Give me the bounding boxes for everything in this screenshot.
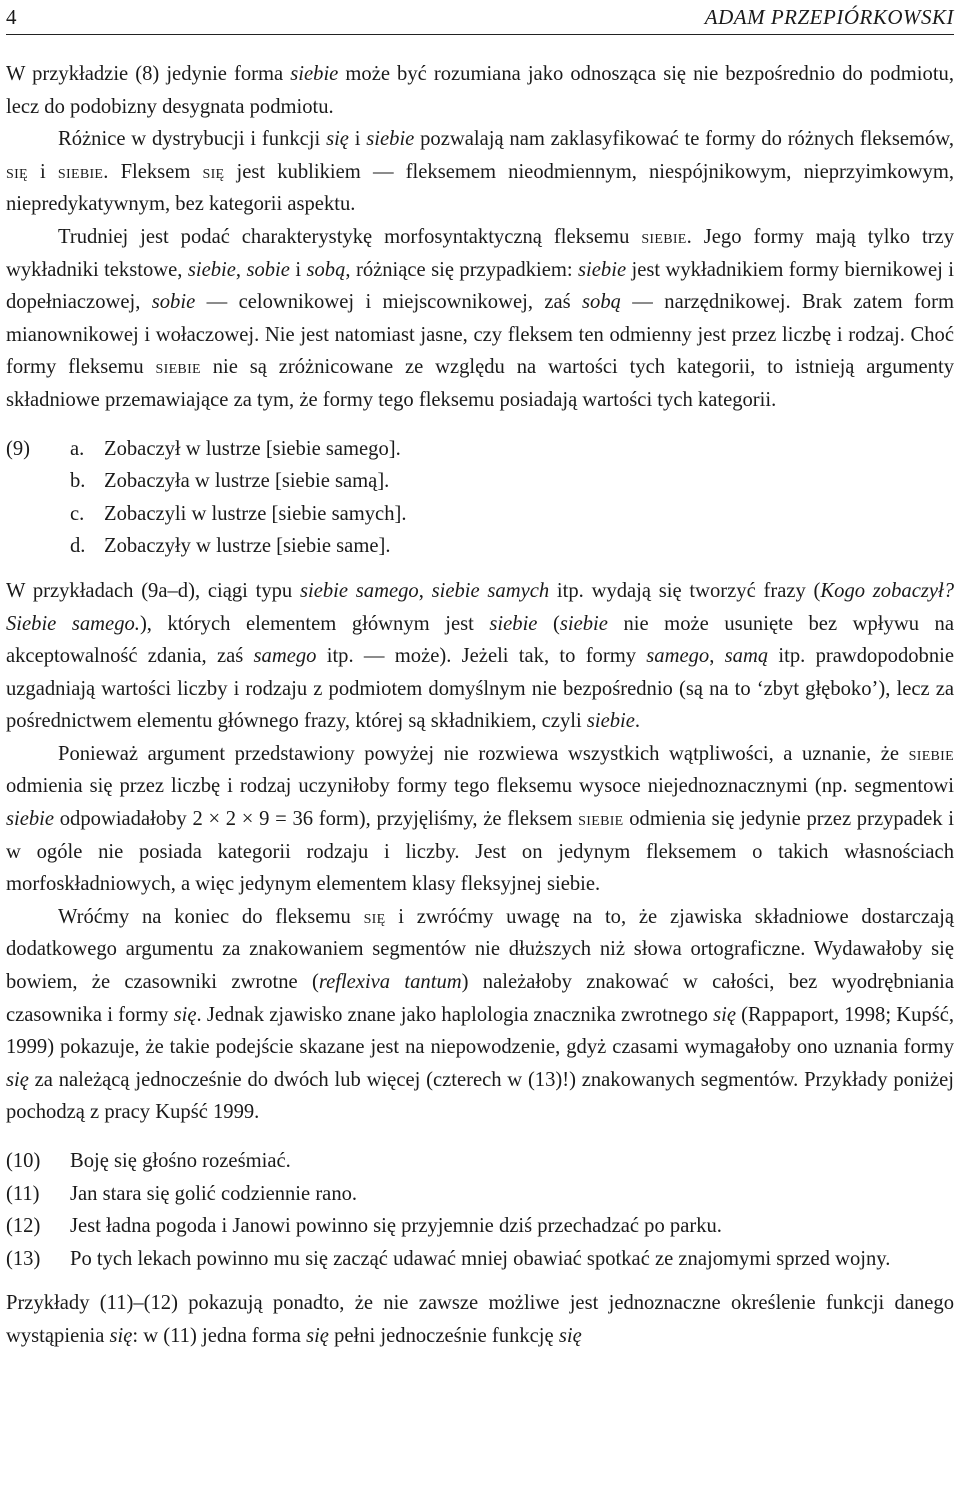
- page-number: 4: [6, 5, 17, 29]
- smallcaps-term: siebie: [908, 742, 954, 765]
- italic-term: się: [713, 1003, 736, 1026]
- examples-10-13: [6, 1145, 954, 1275]
- text: i zwróćmy uwagę na to, że zjawiska składniowe dostarczają dodatkowego argumentu za znakowaniem segmentów nie dłuższych niż słowa ortograficzne. Wydawałoby się bowiem, że czasowniki zwrotne (: [6, 905, 954, 994]
- text: ,: [235, 258, 247, 281]
- text: ,: [418, 579, 432, 602]
- italic-term: się: [326, 128, 349, 151]
- italic-term: sobie: [246, 258, 290, 281]
- italic-term: siebie: [366, 128, 415, 151]
- text: itp. wydają się tworzyć frazy (: [549, 579, 821, 602]
- text: (Rappaport, 1998; Kupść, 1999) pokazuje, że takie podejście skazane jest na niepowodzenie, gdyż czasami wymagałoby ono uznania formy: [6, 1003, 954, 1059]
- italic-term: siebie: [290, 63, 339, 85]
- text: pozwalają nam zaklasyfikować te formy do różnych fleksemów,: [414, 128, 954, 151]
- text: odpowiadałoby 2 × 2 × 9 = 36 form), przyjęliśmy, że fleksem: [54, 808, 579, 831]
- running-head: [6, 2, 954, 35]
- text: — narzędnikowej. Brak zatem form mianownikowej i wołaczowej. Nie jest natomiast jasne, czy fleksem ten odmienny jest przez liczbę i rodzaj. Choć formy fleksemu: [6, 291, 954, 379]
- text: — celownikowej i miejscownikowej, zaś: [195, 291, 583, 314]
- italic-term: się: [6, 1068, 29, 1091]
- example-text: Zobaczyły w lustrze [siebie same].: [104, 535, 391, 558]
- smallcaps-term: się: [6, 160, 28, 183]
- example-text: Zobaczył w lustrze [siebie samego].: [104, 437, 401, 460]
- example-number: (9): [6, 437, 31, 460]
- paragraph-4: [6, 575, 954, 738]
- text: itp. — może). Jeżeli tak, to formy: [316, 645, 647, 668]
- text: Różnice w dystrybucji i funkcji: [58, 128, 327, 151]
- text: (: [537, 612, 560, 635]
- text: odmienia się jedynie przez przypadek i w ogóle nie posiada kategorii rodzaju i liczby. Jest on jedynym fleksemem o takich własnościach morfoskładniowych, a więc jedynym elementem klasy fleksyjnej siebie.: [6, 808, 954, 896]
- example-number: (10): [6, 1150, 41, 1172]
- example-row: [6, 1178, 954, 1211]
- example-letter: c.: [70, 502, 85, 525]
- italic-term: samą: [724, 645, 769, 668]
- italic-term: się: [109, 1324, 133, 1347]
- paragraph-5: [6, 738, 954, 901]
- text: jest kublikiem — fleksemem nieodmiennym, niespójnikowym, nieprzyimkowym, niepredykatywnym, bez kategorii aspektu.: [6, 160, 954, 216]
- text: Ponieważ argument przedstawiony powyżej nie rozwiewa wszystkich wątpliwości, a uznanie, że: [58, 742, 909, 765]
- text: ) należałoby znakować w całości, bez wyodrębniania czasownika i formy: [6, 971, 954, 1026]
- text: itp. prawdopodobnie uzgadniają wartości liczby i rodzaju z podmiotem domyślnym nie bezpośrednio (są na to ‘zbyt głęboko’), lecz za pośrednictwem elementu głównego frazy, której są składnikiem, czyli: [6, 645, 954, 733]
- example-row: [6, 433, 954, 466]
- text: Wróćmy na koniec do fleksemu: [58, 905, 364, 928]
- italic-term: sobie: [151, 291, 196, 314]
- text: i: [289, 258, 307, 281]
- italic-term: sobą: [306, 258, 346, 281]
- italic-term: siebie: [187, 258, 236, 281]
- italic-term: sobą: [582, 291, 621, 314]
- text: W przykładach (9a–d), ciągi typu: [6, 579, 300, 602]
- text: i: [27, 160, 58, 183]
- smallcaps-term: się: [202, 160, 225, 183]
- italic-term: się: [558, 1324, 582, 1347]
- paragraph-6: [6, 901, 954, 1129]
- example-number: (12): [6, 1215, 41, 1238]
- text: jest wykładnikiem formy biernikowej i dopełniaczowej,: [6, 258, 954, 314]
- text: : w (11) jedna forma: [132, 1324, 307, 1347]
- italic-term: reflexiva tantum: [318, 971, 462, 994]
- running-title: ADAM PRZEPIÓRKOWSKI: [704, 5, 954, 29]
- example-9: [6, 433, 954, 563]
- italic-term: siebie: [559, 612, 608, 635]
- smallcaps-term: siebie: [641, 225, 687, 248]
- italic-term: siebie: [489, 612, 538, 635]
- italic-term: samego: [646, 645, 710, 668]
- example-text: Zobaczyła w lustrze [siebie samą].: [104, 470, 390, 493]
- paragraph-2: [6, 123, 954, 221]
- italic-term: siebie: [6, 808, 55, 831]
- italic-term: siebie: [578, 258, 627, 281]
- paragraph-1: [6, 58, 954, 123]
- text: za należącą jednocześnie do dwóch lub więcej (czterech w (13)!) znakowanych segmentów. Przykłady poniżej pochodzą z pracy Kupść 1999.: [6, 1068, 954, 1124]
- example-row: [6, 465, 954, 498]
- text: . Jego formy mają tylko trzy wykładniki tekstowe,: [6, 225, 954, 281]
- text: .: [634, 710, 641, 733]
- text: Przykłady (11)–(12) pokazują ponadto, że nie zawsze możliwe jest jednoznaczne określenie funkcji danego wystąpienia: [6, 1292, 954, 1347]
- paragraph-7: [6, 1287, 954, 1352]
- text: . Fleksem: [103, 160, 203, 183]
- example-text: Zobaczyli w lustrze [siebie samych].: [104, 502, 407, 525]
- text: . Jednak zjawisko znane jako haplologia znacznika zwrotnego: [196, 1003, 714, 1026]
- text: i: [348, 128, 367, 151]
- example-letter: a.: [70, 437, 85, 460]
- text: odmienia się przez liczbę i rodzaj uczyniłoby formy tego fleksemu wysoce niejednoznacznymi (np. segmentowi: [6, 775, 954, 798]
- example-text: Boję się głośno roześmiać.: [70, 1150, 291, 1172]
- text: nie może usunięte bez wpływu na akceptowalność zdania, zaś: [6, 612, 954, 668]
- example-text: Po tych lekach powinno mu się zacząć udawać mniej obawiać spotkać ze znajomymi sprzed wojny.: [70, 1247, 891, 1270]
- example-number: (13): [6, 1247, 41, 1270]
- italic-term: się: [173, 1003, 197, 1026]
- text: może być rozumiana jako odnosząca się nie bezpośrednio do podmiotu, lecz do podobizny desygnata podmiotu.: [6, 63, 954, 118]
- italic-term: samego: [253, 645, 317, 668]
- page-body: [6, 58, 954, 1353]
- smallcaps-term: siebie: [155, 356, 201, 379]
- example-number: (11): [6, 1182, 40, 1205]
- example-row: [6, 1210, 954, 1243]
- text: Trudniej jest podać charakterystykę morfosyntaktyczną fleksemu: [58, 225, 642, 248]
- example-text: Jan stara się golić codziennie rano.: [70, 1182, 358, 1205]
- text: ), których elementem głównym jest: [139, 612, 490, 635]
- italic-term: siebie samych: [431, 579, 550, 602]
- example-row: [6, 498, 954, 531]
- text: , różniące się przypadkiem:: [345, 258, 579, 281]
- example-row: [6, 530, 954, 563]
- text: pełni jednocześnie funkcję: [328, 1324, 559, 1347]
- example-row: [6, 1243, 954, 1276]
- smallcaps-term: się: [363, 905, 386, 928]
- italic-term: Kogo zobaczył? Siebie samego.: [6, 579, 955, 635]
- example-row: [6, 1145, 954, 1178]
- example-letter: d.: [70, 535, 86, 558]
- italic-term: siebie: [586, 710, 635, 733]
- text: W przykładzie (8) jedynie forma: [6, 63, 291, 85]
- smallcaps-term: siebie: [578, 808, 624, 831]
- example-letter: b.: [70, 470, 86, 493]
- example-text: Jest ładna pogoda i Janowi powinno się przyjemnie dziś przechadzać po parku.: [70, 1215, 722, 1238]
- paragraph-3: [6, 221, 954, 417]
- text: nie są zróżnicowane ze względu na wartości tych kategorii, to istnieją argumenty składniowe przemawiające za tym, że formy tego fleksemu posiadają wartości tych kategorii.: [6, 356, 954, 411]
- smallcaps-term: siebie: [57, 160, 104, 183]
- italic-term: siebie samego: [299, 579, 419, 602]
- text: ,: [709, 645, 725, 668]
- italic-term: się: [306, 1324, 329, 1347]
